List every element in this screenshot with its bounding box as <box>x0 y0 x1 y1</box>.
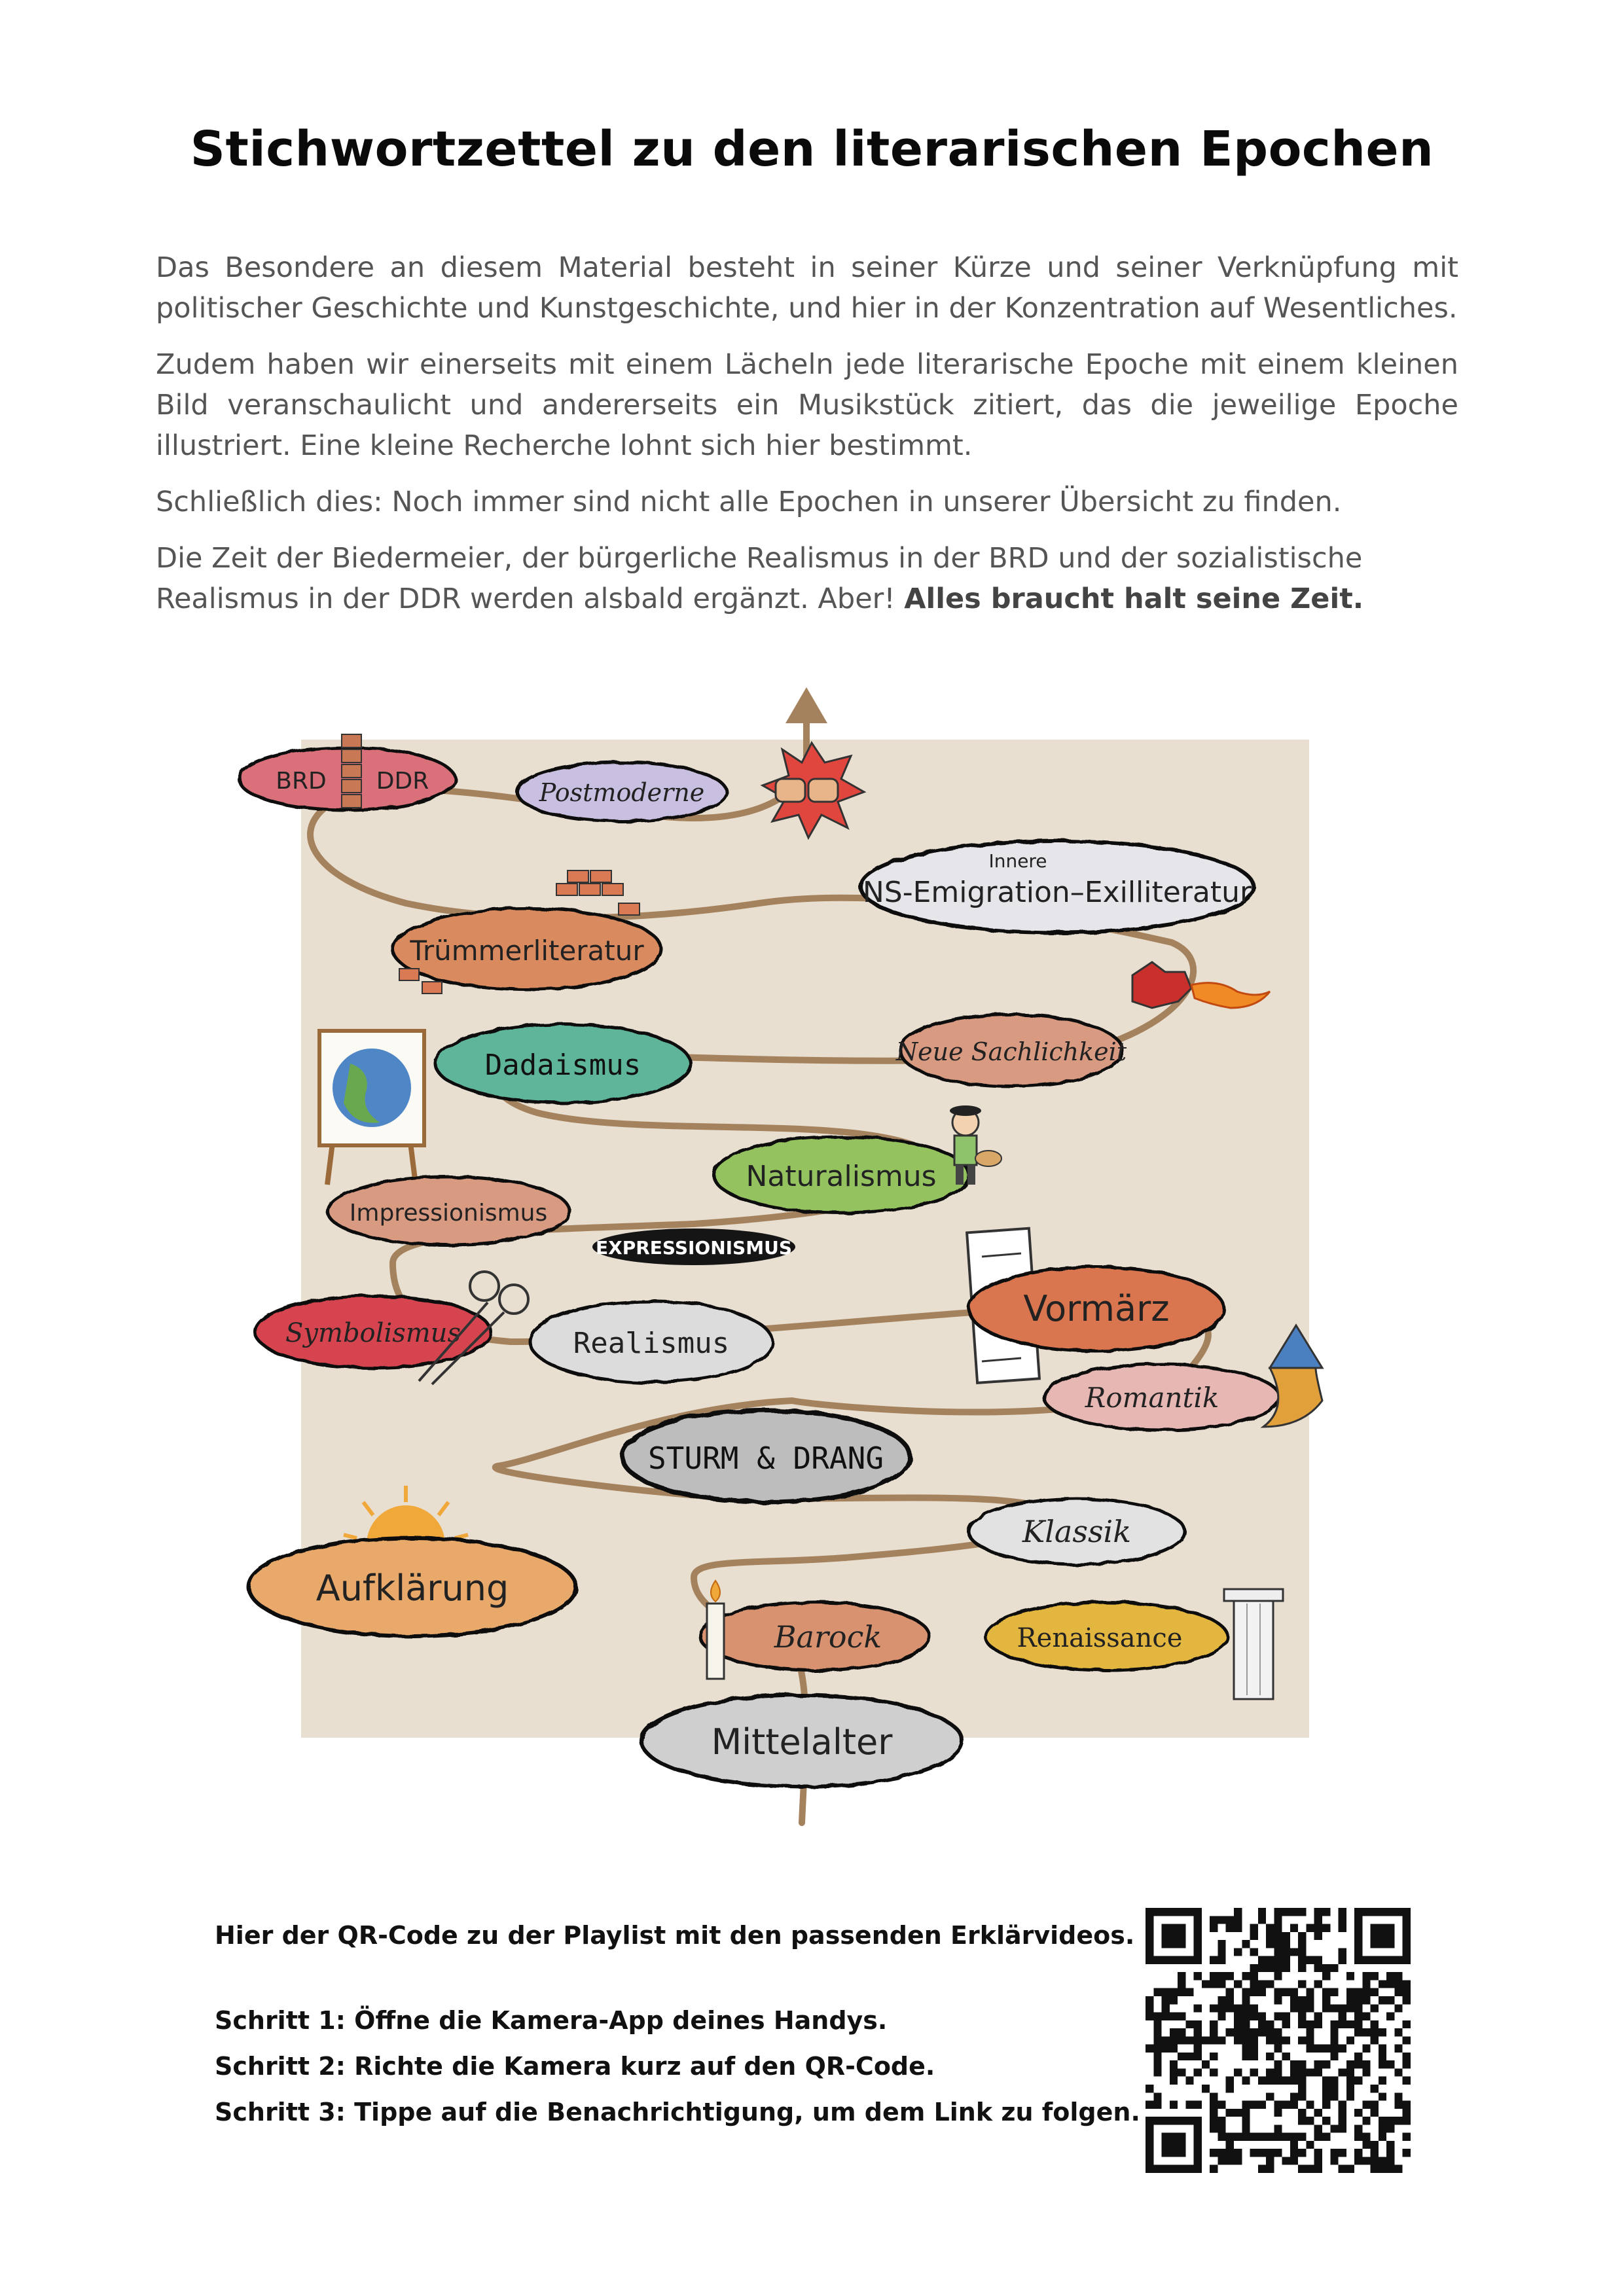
qr-intro-text: Hier der QR-Code zu der Playlist mit den passenden Erklärvideos. <box>215 1921 1135 1950</box>
column-icon <box>1224 1589 1283 1699</box>
epoch-label-postmoderne: Postmoderne <box>539 778 705 807</box>
epoch-label-renaissance: Renaissance <box>1017 1623 1183 1653</box>
qr-code[interactable] <box>1146 1908 1411 2173</box>
epoch-oval-expressionismus <box>592 1229 795 1265</box>
epoch-label-realismus: Realismus <box>573 1327 730 1360</box>
qr-step-3: Schritt 3: Tippe auf die Benachrichtigung, um dem Link zu folgen. <box>215 2098 1140 2126</box>
epoch-label-ns-emigration-exilliteratur: NS-Emigration–Exilliteratur <box>862 876 1252 909</box>
epoch-oval-dadaismus <box>435 1024 691 1103</box>
epoch-label-expressionismus: EXPRESSIONISMUS <box>595 1237 793 1259</box>
intro-paragraph-4-emphasis: Alles braucht halt seine Zeit. <box>904 583 1364 615</box>
epochs-timeline-illustration <box>236 687 1388 1833</box>
intro-paragraph-4 <box>156 538 1458 619</box>
epoch-label-symbolismus: Symbolismus <box>285 1318 461 1348</box>
qr-step-2: Schritt 2: Richte die Kamera kurz auf den QR-Code. <box>215 2052 935 2081</box>
epoch-label-aufklaerung: Aufklärung <box>316 1568 509 1609</box>
epoch-label-klassik: Klassik <box>1022 1514 1132 1549</box>
epoch-oval-impressionismus <box>327 1177 569 1245</box>
epoch-label-brd: BRD <box>276 768 327 795</box>
intro-paragraph-3: Schließlich dies: Noch immer sind nicht alle Epochen in unserer Übersicht zu finden. <box>156 486 1342 518</box>
epoch-label-sturm-und-drang: STURM & DRANG <box>647 1441 884 1476</box>
epoch-label-barock: Barock <box>774 1619 882 1655</box>
epoch-label-impressionismus: Impressionismus <box>349 1200 548 1227</box>
intro-text <box>156 247 1458 635</box>
epoch-label-romantik: Romantik <box>1085 1382 1219 1414</box>
page-title: Stichwortzettel zu den literarischen Epochen <box>190 121 1434 177</box>
epoch-label-ddr: DDR <box>376 768 429 795</box>
intro-paragraph-1: Das Besondere an diesem Material besteht in seiner Kürze und seiner Verknüpfung mit politischer Geschichte und Kunstgeschichte, und hier in der Konzentration auf Wesentliches. <box>156 251 1458 325</box>
epoch-oval-realismus <box>530 1301 772 1382</box>
epoch-oval-mittelalter <box>641 1695 962 1787</box>
epoch-label-mittelalter: Mittelalter <box>711 1721 893 1763</box>
epoch-oval-ns-emigration-exilliteratur <box>861 841 1254 933</box>
epoch-label-naturalismus: Naturalismus <box>746 1160 937 1193</box>
intro-paragraph-2: Zudem haben wir einerseits mit einem Lächeln jede literarische Epoche mit einem kleinen Bild veranschaulicht und andererseits ein Musikstück zitiert, das die jeweilige Epoche illustriert. Eine kleine Recherche lohnt sich hier bestimmt. <box>156 348 1458 462</box>
epoch-oval-klassik <box>969 1499 1185 1564</box>
qr-step-1: Schritt 1: Öffne die Kamera-App deines Handys. <box>215 2006 888 2035</box>
intro-paragraph-4-text: Die Zeit der Biedermeier, der bürgerliche Realismus in der BRD und der sozialistische Realismus in der DDR werden alsbald ergänzt. Aber! <box>156 542 1363 615</box>
epoch-label-innere: Innere <box>988 850 1047 872</box>
epoch-label-neue-sachlichkeit: Neue Sachlichkeit <box>895 1037 1127 1066</box>
epoch-label-truemmerliteratur: Trümmerliteratur <box>410 935 644 967</box>
epoch-oval-sturm-und-drang <box>622 1410 910 1502</box>
epoch-label-dadaismus: Dadaismus <box>484 1049 641 1082</box>
wall-icon <box>342 734 361 808</box>
epoch-label-vormaerz: Vormärz <box>1023 1288 1170 1329</box>
